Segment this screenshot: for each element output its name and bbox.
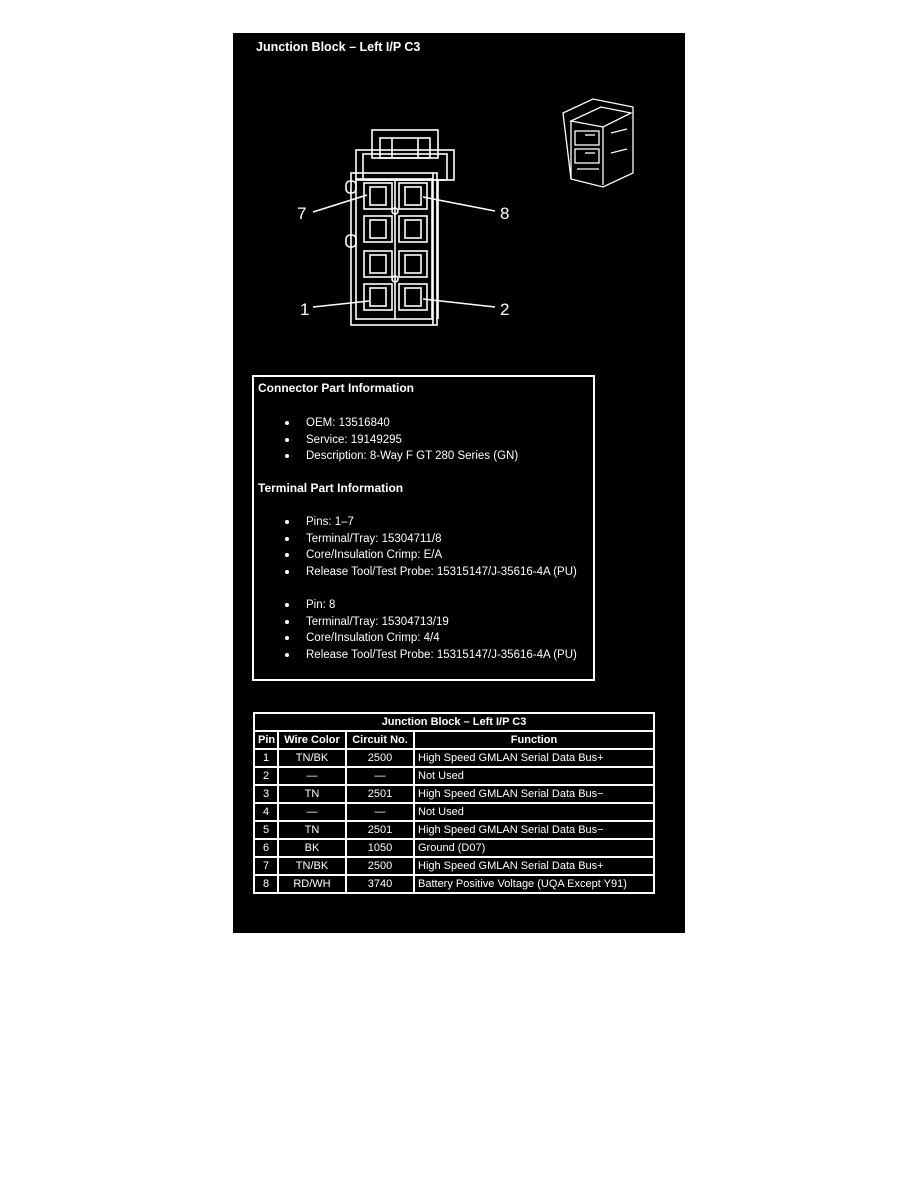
circuit-cell: 2500 xyxy=(346,749,414,767)
pin-cell: 7 xyxy=(254,857,278,875)
list-item: Terminal/Tray: 15304711/8 xyxy=(254,531,577,548)
function-cell: High Speed GMLAN Serial Data Bus+ xyxy=(414,749,654,767)
pin-cell: 3 xyxy=(254,785,278,803)
pin-cell: 1 xyxy=(254,749,278,767)
pin-cell: 8 xyxy=(254,875,278,893)
list-item: Description: 8-Way F GT 280 Series (GN) xyxy=(254,448,518,465)
column-header-wire-color: Wire Color xyxy=(278,731,346,749)
connector-info-heading: Connector Part Information xyxy=(258,381,415,395)
circuit-cell: 2501 xyxy=(346,821,414,839)
table-row xyxy=(254,875,654,893)
wire-color-cell: TN/BK xyxy=(278,857,346,875)
part-information-box xyxy=(252,375,595,681)
connector-face-diagram xyxy=(233,33,685,353)
table-row xyxy=(254,803,654,821)
terminal-info-list-pin-8 xyxy=(254,597,577,663)
table-header-row xyxy=(254,731,654,749)
circuit-cell: 2501 xyxy=(346,785,414,803)
list-item: Release Tool/Test Probe: 15315147/J-35616-4A (PU) xyxy=(254,647,577,664)
list-item: Core/Insulation Crimp: E/A xyxy=(254,547,577,564)
wire-color-cell: TN xyxy=(278,785,346,803)
circuit-cell: 2500 xyxy=(346,857,414,875)
circuit-cell: — xyxy=(346,803,414,821)
column-header-circuit-no: Circuit No. xyxy=(346,731,414,749)
list-item: OEM: 13516840 xyxy=(254,415,518,432)
circuit-cell: 1050 xyxy=(346,839,414,857)
wire-color-cell: — xyxy=(278,767,346,785)
table-row xyxy=(254,839,654,857)
column-header-pin: Pin xyxy=(254,731,278,749)
list-item: Release Tool/Test Probe: 15315147/J-35616-4A (PU) xyxy=(254,564,577,581)
pin-cell: 2 xyxy=(254,767,278,785)
terminal-info-list-pins-1-7 xyxy=(254,514,577,580)
pin-label-1: 1 xyxy=(300,300,310,319)
pin-cell: 5 xyxy=(254,821,278,839)
pin-label-8: 8 xyxy=(500,204,510,223)
list-item: Terminal/Tray: 15304713/19 xyxy=(254,614,577,631)
table-row xyxy=(254,785,654,803)
circuit-cell: — xyxy=(346,767,414,785)
terminal-info-heading: Terminal Part Information xyxy=(258,481,404,495)
table-row xyxy=(254,821,654,839)
function-cell: Ground (D07) xyxy=(414,839,654,857)
table-row xyxy=(254,749,654,767)
wire-color-cell: TN/BK xyxy=(278,749,346,767)
pinout-table xyxy=(253,712,655,894)
table-row xyxy=(254,857,654,875)
wire-color-cell: BK xyxy=(278,839,346,857)
pin-label-2: 2 xyxy=(500,300,510,319)
wire-color-cell: TN xyxy=(278,821,346,839)
function-cell: Not Used xyxy=(414,803,654,821)
list-item: Pin: 8 xyxy=(254,597,577,614)
connector-panel xyxy=(233,33,685,933)
connector-info-list xyxy=(254,415,518,465)
function-cell: Not Used xyxy=(414,767,654,785)
list-item: Core/Insulation Crimp: 4/4 xyxy=(254,630,577,647)
wire-color-cell: — xyxy=(278,803,346,821)
function-cell: High Speed GMLAN Serial Data Bus+ xyxy=(414,857,654,875)
function-cell: High Speed GMLAN Serial Data Bus− xyxy=(414,785,654,803)
function-cell: High Speed GMLAN Serial Data Bus− xyxy=(414,821,654,839)
function-cell: Battery Positive Voltage (UQA Except Y91) xyxy=(414,875,654,893)
wire-color-cell: RD/WH xyxy=(278,875,346,893)
list-item: Pins: 1–7 xyxy=(254,514,577,531)
panel-title: Junction Block – Left I/P C3 xyxy=(256,40,421,54)
table-title: Junction Block – Left I/P C3 xyxy=(254,713,654,731)
pin-label-7: 7 xyxy=(297,204,307,223)
pin-cell: 6 xyxy=(254,839,278,857)
list-item: Service: 19149295 xyxy=(254,432,518,449)
column-header-function: Function xyxy=(414,731,654,749)
table-row xyxy=(254,767,654,785)
connector-isometric-view xyxy=(563,99,633,187)
pin-cell: 4 xyxy=(254,803,278,821)
circuit-cell: 3740 xyxy=(346,875,414,893)
